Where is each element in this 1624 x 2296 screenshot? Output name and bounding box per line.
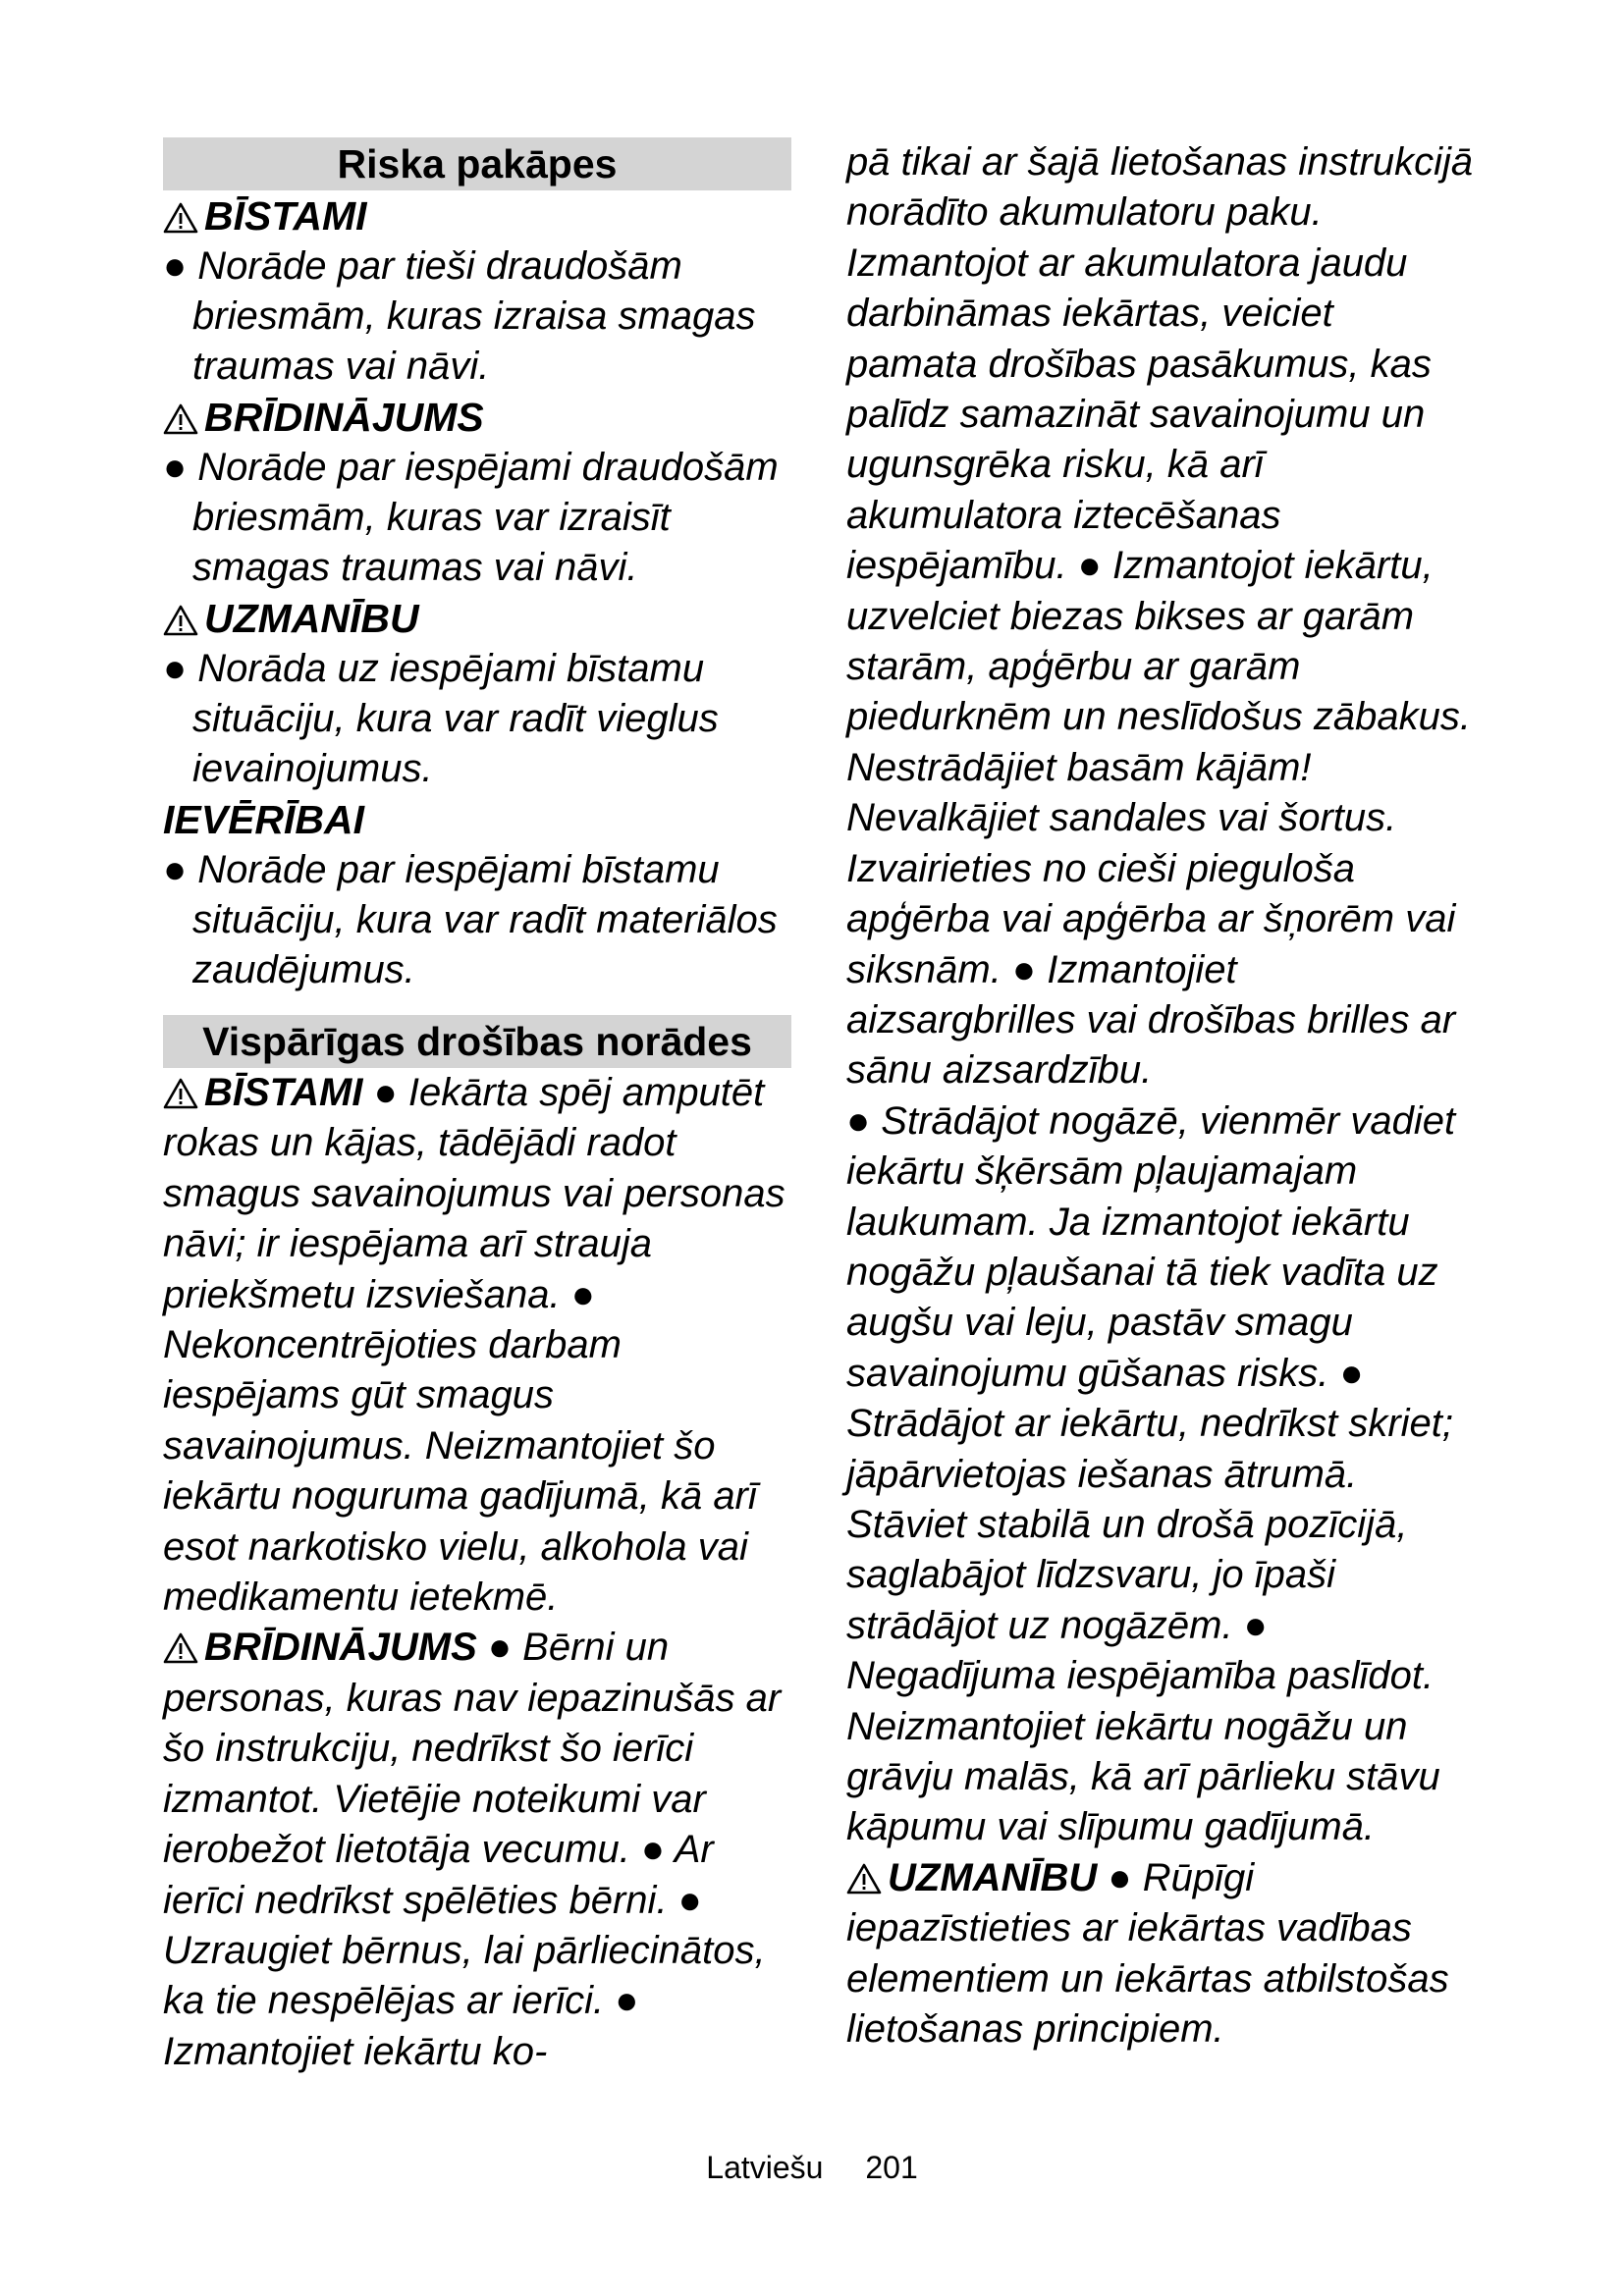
right-caution-text: ● Rūpīgi iepazīstieties ar iekārtas vadības elementiem un iekārtas atbilstošas lietošanas principiem. [846, 1855, 1449, 2052]
general-warning-label: BRĪDINĀJUMS [204, 1626, 477, 1670]
right-paragraph-1: pā tikai ar šajā lietošanas instrukcijā norādīto akumulatoru paku. Izmantojot ar akumulatora jaudu darbināmas iekārtas, veiciet pamata drošības pasākumus, kas palīdz samazināt savainojumu un ugunsgrēka risku, kā arī akumulatora iztecēšanas iespējamību. ● Izmantojot iekārtu, uzvelciet biezas bikses ar garām starām, apģērbu ar garām piedurknēm un neslīdošus zābakus. Nestrādājiet basām kājām! Nevalkājiet sandales vai šortus. Izvairieties no cieši pieguloša apģērba vai apģērba ar šņorēm vai siksnām. ● Izmantojiet aizsargbrilles vai drošības brilles ar sānu aizsardzību. [846, 140, 1474, 1093]
level-caution-text: ● Norāda uz iespējami bīstamu situāciju, kura var radīt vieglus ievainojumus. [163, 647, 719, 790]
right-paragraph-2: ● Strādājot nogāzē, vienmēr vadiet iekārtu šķērsām pļaujamajam laukumam. Ja izmantojot iekārtu nogāžu pļaušanai tā tiek vadīta uz augšu vai leju, pastāv smagu savainojumu gūšanas risks. ● Strādājot ar iekārtu, nedrīkst skriet; jāpārvietojas iešanas ātrumā. Stāviet stabilā un drošā pozīcijā, saglabājot līdzsvaru, jo īpaši strādājot uz nogāzēm. ● Negadījuma iespējamība paslīdot. Neizmantojiet iekārtu nogāžu un grāvju malās, kā arī pārlieku stāvu kāpumu vai slīpumu gadījumā. [846, 1098, 1456, 1849]
warning-triangle-icon [163, 202, 198, 234]
right-caution-paragraph [846, 1853, 1475, 2056]
warning-triangle-icon [163, 1078, 198, 1109]
level-warning-heading [163, 392, 791, 443]
general-danger-paragraph [163, 1068, 791, 1623]
warning-triangle-icon [846, 1863, 882, 1895]
level-danger-text: ● Norāde par tieši draudošām briesmām, kuras izraisa smagas traumas vai nāvi. [163, 244, 756, 388]
level-danger-heading [163, 190, 791, 241]
general-danger-label: BĪSTAMI [204, 1071, 363, 1114]
page-footer [0, 2148, 1624, 2187]
level-notice-text: ● Norāde par iespējami bīstamu situāciju, kura var radīt materiālos zaudējumus. [163, 848, 778, 991]
warning-triangle-icon [163, 605, 198, 636]
section-title-risk-levels: Riska pakāpes [163, 137, 791, 190]
level-danger-title: BĪSTAMI [204, 193, 367, 239]
general-warning-text: ● Bērni un personas, kuras nav iepazinušās ar šo instrukciju, nedrīkst šo ierīci izmantot. Vietējie noteikumi var ierobežot lietotāja vecumu. ● Ar ierīci nedrīkst spēlēties bērni. ● Uzraugiet bērnus, lai pārliecinātos, ka tie nespēlējas ar ierīci. ● Izmantojiet iekārtu ko- [163, 1626, 782, 2073]
level-notice-heading [163, 794, 791, 845]
footer-language: Latviešu [706, 2150, 824, 2185]
level-caution-heading [163, 593, 791, 644]
warning-triangle-icon [163, 1632, 198, 1664]
general-warning-paragraph [163, 1623, 791, 2077]
right-caution-label: UZMANĪBU [888, 1855, 1098, 1899]
general-danger-text: ● Iekārta spēj amputēt rokas un kājas, tādējādi radot smagus savainojumus vai personas nāvi; ir iespējama arī strauja priekšmetu izsviešana. ● Nekoncentrējoties darbam iespējams gūt smagus savainojumus. Neizmantojiet šo iekārtu noguruma gadījumā, kā arī esot narkotisko vielu, alkohola vai medikamentu ietekmē. [163, 1071, 785, 1620]
level-caution-title: UZMANĪBU [204, 596, 419, 641]
level-warning-title: BRĪDINĀJUMS [204, 395, 484, 440]
level-notice-title: IEVĒRĪBAI [163, 797, 365, 842]
section-title-general-safety: Vispārīgas drošības norādes [163, 1015, 791, 1068]
page-number: 201 [865, 2150, 918, 2185]
right-column [846, 137, 1475, 2055]
left-column [163, 137, 791, 2077]
warning-triangle-icon [163, 403, 198, 435]
level-warning-text: ● Norāde par iespējami draudošām briesmām, kuras var izraisīt smagas traumas vai nāvi. [163, 446, 779, 589]
